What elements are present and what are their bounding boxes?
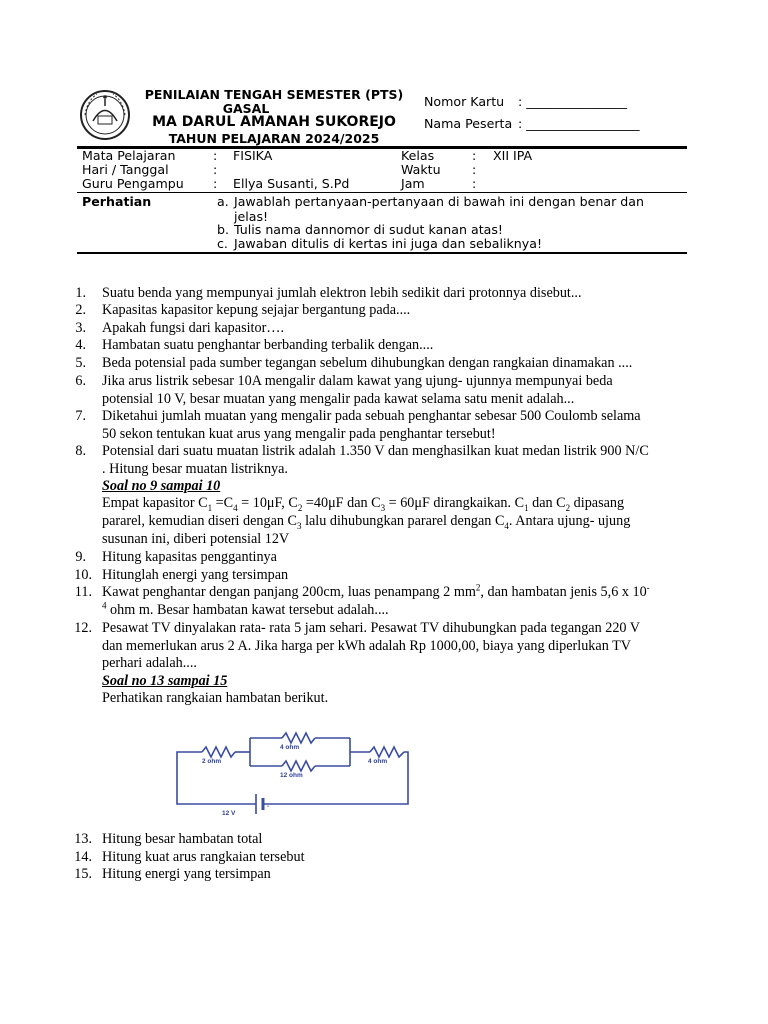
intro-text: dan C [528, 495, 566, 511]
card-number-label: Nomor Kartu [424, 94, 505, 109]
subscript: 1 [524, 502, 529, 513]
subscript: 4 [504, 520, 509, 531]
class-colon: : [472, 148, 477, 163]
question-number: 5. [75, 355, 86, 371]
question-text: Hitunglah energi yang tersimpan [102, 567, 289, 583]
notice-divider [77, 252, 687, 254]
hour-label: Jam [401, 176, 425, 191]
date-label: Hari / Tanggal [82, 162, 169, 177]
battery-negative-sign: - [267, 803, 270, 810]
question-text-line: Diketahui jumlah muatan yang mengalir pada sebuah penghantar sebesar 500 Coulomb selama [102, 408, 641, 424]
intro-text: =C [212, 495, 234, 511]
teacher-colon: : [213, 176, 218, 191]
intro-text: pararel, kemudian diseri dengan C [102, 513, 298, 529]
subject-label: Mata Pelajaran [82, 148, 176, 163]
question-number: 3. [75, 320, 86, 336]
notice-marker-b: b. [217, 222, 229, 237]
question-text-line: Potensial dari suatu muatan listrik adalah 1.350 V dan menghasilkan kuat medan listrik 900 N/C [102, 443, 649, 459]
subscript: 3 [297, 520, 302, 531]
resistor-2-ohm [202, 747, 235, 757]
question-number: 15. [74, 866, 92, 882]
question-number: 13. [74, 831, 92, 847]
subscript: 1 [207, 502, 213, 513]
teacher-label: Guru Pengampu [82, 176, 184, 191]
question-text: Beda potensial pada sumber tegangan sebelum dihubungkan dengan rangkaian dinamakan .... [102, 355, 633, 371]
participant-name-field[interactable]: : __________________ [518, 116, 640, 131]
resistor-label-2-ohm: 2 ohm [202, 758, 222, 765]
question-text-line: Pesawat TV dinyalakan rata- rata 5 jam sehari. Pesawat TV dihubungkan pada tegangan 220 V [102, 620, 641, 636]
intro-text: = 60μF dirangkaikan. C [385, 495, 525, 511]
notice-item-c: Jawaban ditulis di kertas ini juga dan sebaliknya! [234, 236, 542, 251]
notice-marker-c: c. [217, 236, 228, 251]
battery-label: 12 V [222, 810, 236, 817]
subscript: 3 [380, 502, 386, 513]
question-text: Hitung besar hambatan total [102, 831, 263, 847]
hour-colon: : [472, 176, 477, 191]
q11-text: ohm m. Besar hambatan kawat tersebut adalah.... [106, 601, 389, 618]
question-number: 8. [75, 443, 86, 459]
time-label: Waktu [401, 162, 441, 177]
school-logo [79, 86, 131, 144]
question-number: 6. [75, 373, 86, 389]
question-number: 12. [74, 620, 92, 636]
q11-text: Kawat penghantar dengan panjang 200cm, luas penampang 2 mm [102, 584, 476, 600]
notice-item-b: Tulis nama dannomor di sudut kanan atas! [234, 222, 503, 237]
info-divider [77, 192, 687, 193]
circuit-diagram [150, 722, 440, 822]
section-intro-9-10 [102, 495, 662, 513]
section-heading-13-15: Soal no 13 sampai 15 [102, 673, 228, 689]
time-colon: : [472, 162, 477, 177]
question-number: 11. [74, 584, 92, 600]
intro-text: lalu dihubungkan pararel dengan C [301, 513, 505, 529]
superscript: 2 [475, 582, 481, 593]
superscript: - [646, 582, 650, 593]
card-number-field[interactable]: : ________________ [518, 94, 627, 109]
subject-colon: : [213, 148, 218, 163]
resistor-4-ohm-right [370, 747, 404, 757]
superscript: 4 [102, 599, 107, 610]
class-value: XII IPA [493, 148, 533, 163]
exam-semester: GASAL [222, 101, 270, 116]
subscript: 2 [565, 502, 571, 513]
question-text: Hitung kuat arus rangkaian tersebut [102, 849, 305, 865]
question-text: Suatu benda yang mempunyai jumlah elektron lebih sedikit dari protonnya disebut... [102, 285, 582, 301]
resistor-label-4-ohm-right: 4 ohm [368, 758, 388, 765]
question-number: 4. [75, 337, 86, 353]
intro-text: =40μF dan C [302, 495, 381, 511]
question-number: 2. [75, 302, 86, 318]
question-number: 1. [75, 285, 86, 301]
school-name: MA DARUL AMANAH SUKOREJO [152, 114, 396, 130]
intro-text: Empat kapasitor C [102, 495, 208, 511]
resistor-label-4-ohm-top: 4 ohm [280, 744, 300, 751]
question-text: Apakah fungsi dari kapasitor…. [102, 320, 285, 336]
question-text-line [102, 584, 656, 602]
question-text-line: potensial 10 V, besar muatan yang mengalir pada kawat selama satu menit adalah... [102, 390, 575, 407]
notice-marker-a: a. [217, 194, 229, 209]
question-number: 7. [75, 408, 86, 424]
teacher-value: Ellya Susanti, S.Pd [233, 176, 350, 191]
class-label: Kelas [401, 148, 435, 163]
question-number: 10. [74, 567, 92, 583]
question-text-line: perhari adalah.... [102, 655, 197, 672]
school-year: TAHUN PELAJARAN 2024/2025 [168, 131, 380, 146]
section-intro-13-15: Perhatikan rangkaian hambatan berikut. [102, 690, 329, 706]
section-intro-9-10-line3: susunan ini, diberi potensial 12V [102, 531, 290, 547]
question-text-line: 50 sekon tentukan kuat arus yang mengalir pada penghantar tersebut! [102, 425, 496, 442]
question-number: 14. [74, 849, 92, 865]
intro-text: . Antara ujung- ujung [508, 513, 631, 529]
participant-name-label: Nama Peserta [424, 116, 513, 131]
question-text-line: . Hitung besar muatan listriknya. [102, 460, 288, 477]
q11-text: , dan hambatan jenis 5,6 x 10 [480, 584, 647, 600]
question-text: Hitung kapasitas penggantinya [102, 549, 277, 565]
notice-item-a: Jawablah pertanyaan-pertanyaan di bawah ini dengan benar dan jelas! [234, 194, 644, 224]
question-text-line [102, 599, 656, 620]
notice-label: Perhatian [82, 194, 152, 209]
resistor-label-12-ohm: 12 ohm [280, 772, 303, 779]
section-heading-9-10: Soal no 9 sampai 10 [102, 478, 221, 494]
intro-text: = 10μF, C [237, 495, 298, 511]
question-number: 9. [75, 549, 86, 565]
question-text-line: Jika arus listrik sebesar 10A mengalir dalam kawat yang ujung- ujunnya mempunyai beda [102, 373, 613, 389]
subscript: 2 [297, 502, 303, 513]
date-colon: : [213, 162, 218, 177]
subscript: 4 [233, 502, 238, 513]
section-intro-9-10-line2 [102, 513, 662, 531]
question-text: Hitung energi yang tersimpan [102, 866, 271, 882]
exam-title: PENILAIAN TENGAH SEMESTER (PTS) [144, 87, 404, 102]
resistor-12-ohm [282, 761, 315, 771]
intro-text: dipasang [570, 495, 625, 511]
resistor-4-ohm-top [282, 733, 315, 743]
question-text-line: dan memerlukan arus 2 A. Jika harga per kWh adalah Rp 1000,00, biaya yang diperlukan TV [102, 637, 631, 654]
subject-value: FISIKA [233, 148, 273, 163]
question-text: Hambatan suatu penghantar berbanding terbalik dengan.... [102, 337, 434, 353]
question-text: Kapasitas kapasitor kepung sejajar bergantung pada.... [102, 302, 411, 318]
